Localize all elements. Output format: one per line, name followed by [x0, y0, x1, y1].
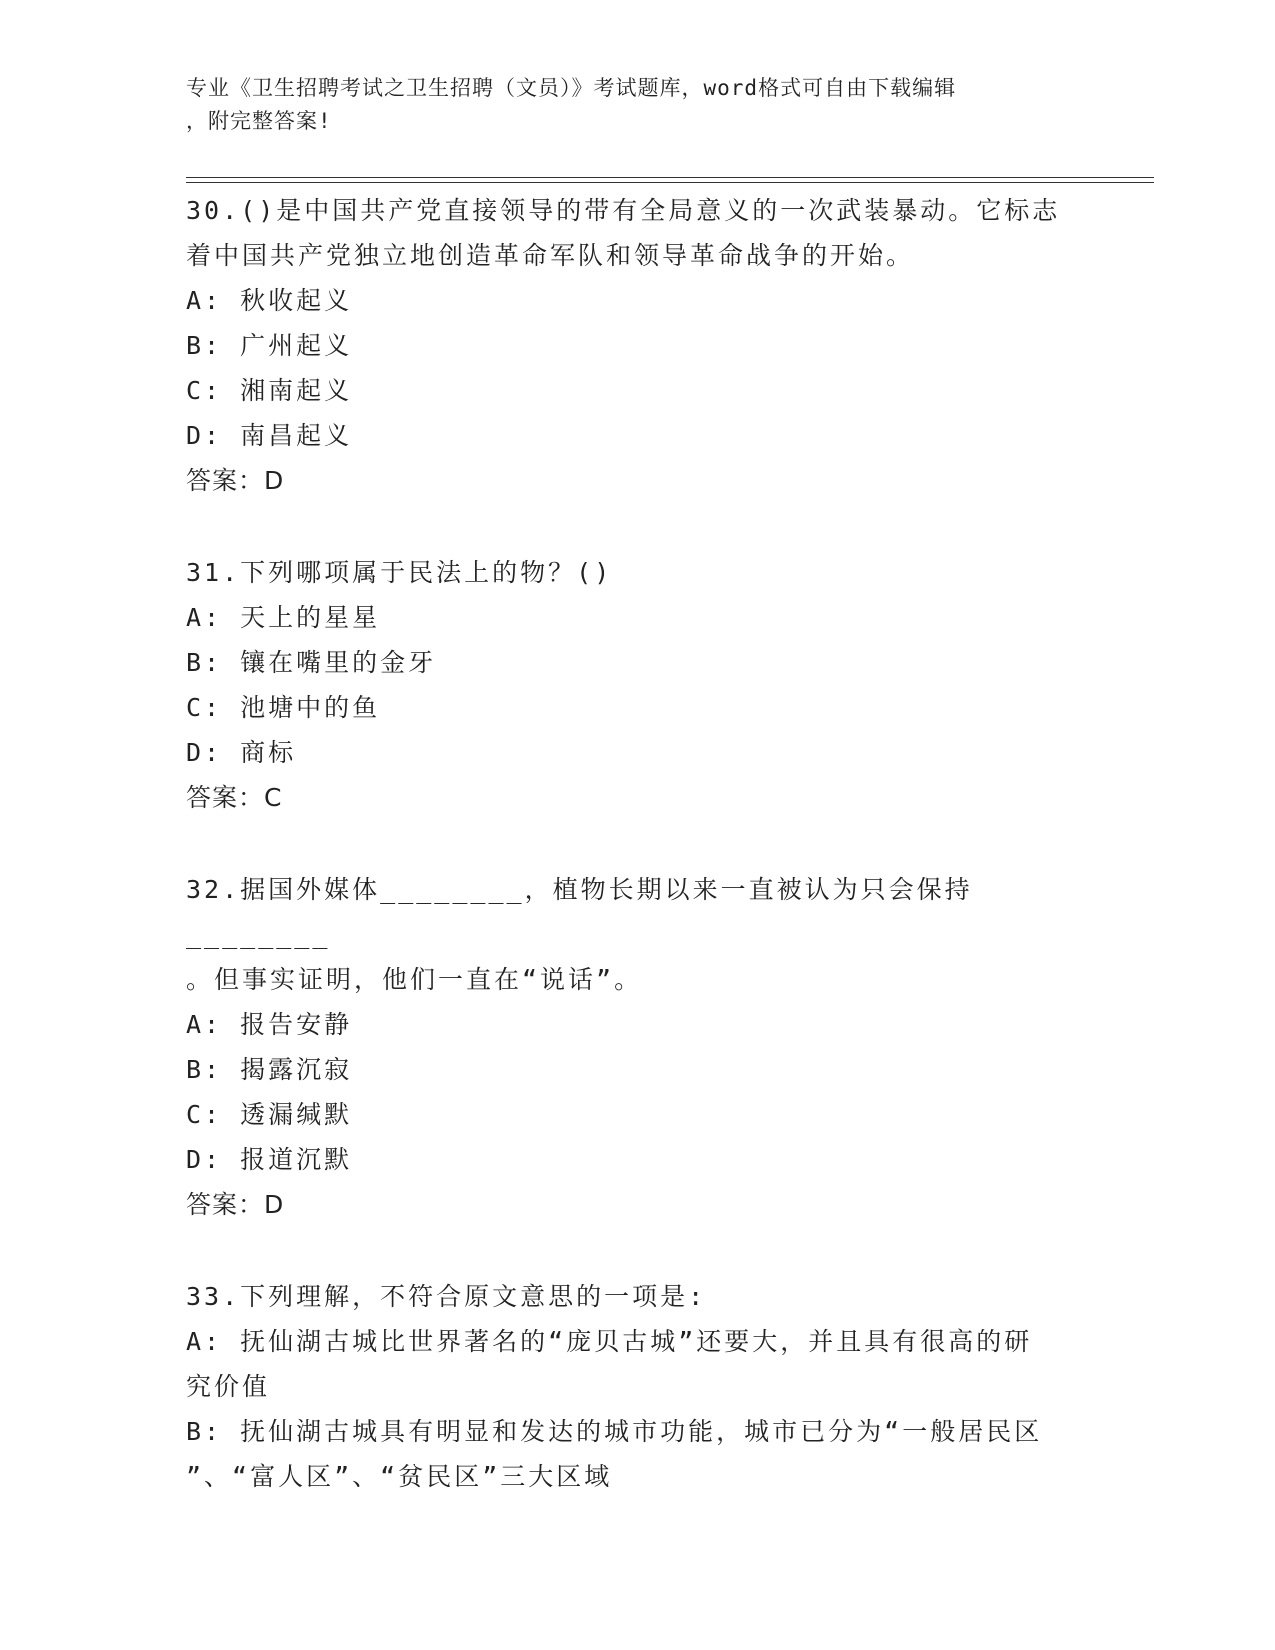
question-list — [186, 188, 1086, 1499]
header-line-1: 专业《卫生招聘考试之卫生招聘（文员）》考试题库，word格式可自由下载编辑 — [186, 76, 957, 100]
option-b-continuation: ”、“富人区”、“贫民区”三大区域 — [186, 1462, 613, 1491]
option-b: B: 抚仙湖古城具有明显和发达的城市功能，城市已分为“一般居民区 — [186, 1417, 1043, 1446]
header-divider-top — [186, 177, 1154, 178]
option-c: C: 湘南起义 — [186, 376, 353, 405]
answer-line: 答案：C — [186, 783, 283, 812]
option-a: A: 天上的星星 — [186, 603, 381, 632]
option-b: B: 镶在嘴里的金牙 — [186, 648, 437, 677]
question-text-line: 31.下列哪项属于民法上的物？() — [186, 558, 613, 587]
option-b: B: 广州起义 — [186, 331, 353, 360]
answer-line: 答案：D — [186, 1190, 285, 1219]
question-block — [186, 550, 1086, 820]
header-divider-bottom — [186, 182, 1154, 183]
question-spacer — [186, 1227, 1086, 1274]
option-d: D: 商标 — [186, 738, 297, 767]
question-text-line: 30.()是中国共产党直接领导的带有全局意义的一次武装暴动。它标志 — [186, 196, 1061, 225]
question-block — [186, 867, 1086, 1227]
option-c: C: 池塘中的鱼 — [186, 693, 381, 722]
option-a: A: 报告安静 — [186, 1010, 353, 1039]
option-a: A: 秋收起义 — [186, 286, 353, 315]
option-d: D: 南昌起义 — [186, 421, 353, 450]
option-a: A: 抚仙湖古城比世界著名的“庞贝古城”还要大，并且具有很高的研 — [186, 1327, 1033, 1356]
question-text-line: 着中国共产党独立地创造革命军队和领导革命战争的开始。 — [186, 241, 915, 270]
question-text-line: 32.据国外媒体________，植物长期以来一直被认为只会保持________ — [186, 875, 973, 949]
option-a-continuation: 究价值 — [186, 1372, 271, 1401]
question-text-line: 33.下列理解，不符合原文意思的一项是: — [186, 1282, 707, 1311]
question-spacer — [186, 820, 1086, 867]
option-c: C: 透漏缄默 — [186, 1100, 353, 1129]
answer-line: 答案：D — [186, 466, 285, 495]
option-b: B: 揭露沉寂 — [186, 1055, 353, 1084]
document-header — [186, 72, 1066, 138]
question-block — [186, 188, 1086, 503]
question-text-line: 。但事实证明，他们一直在“说话”。 — [186, 965, 643, 994]
question-block — [186, 1274, 1086, 1499]
header-line-2: ，附完整答案! — [186, 109, 332, 133]
question-spacer — [186, 503, 1086, 550]
option-d: D: 报道沉默 — [186, 1145, 353, 1174]
